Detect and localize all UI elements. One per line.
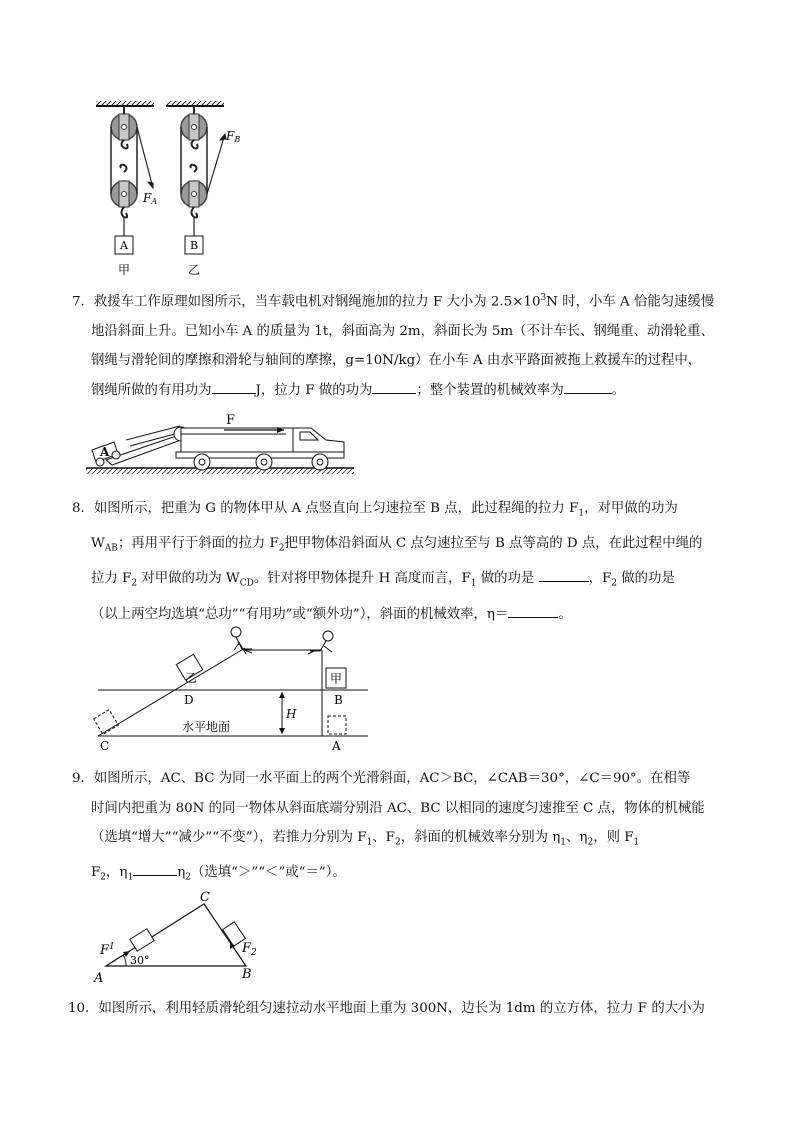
tow-truck-figure	[86, 410, 356, 482]
person-right	[308, 631, 333, 654]
pulley-figure	[90, 92, 250, 282]
q9-line-1: 9．如图所示，AC、BC 为同一水平面上的两个光滑斜面，AC＞BC，∠CAB＝30°，∠C＝90°。在相等	[72, 771, 691, 786]
q8-line-1: 8．如图所示，把重为 G 的物体甲从 A 点竖直向上匀速拉至 B 点，此过程绳的拉力 $F_1$，对甲做的功为	[72, 501, 678, 519]
incline-figure	[90, 620, 380, 755]
answer-blank[interactable]	[564, 378, 612, 394]
box-jia-label: 甲	[330, 672, 343, 686]
q8-line-2: $W_{AB}$；再用平行于斜面的拉力 $F_2$把甲物体沿斜面从 C 点匀速拉至与 B 点等高的 D 点，在此过程中绳的	[91, 536, 703, 554]
ceiling-yi	[166, 101, 224, 106]
q7-line-2: 地沿斜面上升。已知小车 A 的质量为 1t，斜面高为 2m，斜面长为 5m（不计车长、钢绳重、动滑轮重、	[91, 323, 714, 339]
angle-label: 30°	[130, 954, 150, 967]
vertex-a-label: A	[94, 971, 104, 986]
vertex-c-label: C	[200, 890, 210, 905]
question-10	[68, 994, 728, 1024]
q7-line-1: 7．救援车工作原理如图所示，当车载电机对钢绳施加的拉力 F 大小为 $2.5\times 10^3N$ 时，小车 A 恰能匀速缓慢	[72, 293, 715, 310]
point-d-label: D	[184, 693, 194, 707]
ceiling-jia	[96, 101, 154, 106]
vertex-b-label: B	[242, 967, 252, 982]
triangle-figure	[90, 890, 270, 986]
height-label-h: H	[286, 707, 297, 721]
q7-line-3: 钢绳与滑轮间的摩擦和滑轮与轴间的摩擦，g=10N/kg）在小车 A 由水平路面被拖上救援车的过程中，	[91, 353, 702, 369]
force-label-f2: $F_2$	[242, 941, 257, 958]
point-a-label: A	[332, 739, 341, 753]
q10-line-1: 10．如图所示，利用轻质滑轮组匀速拉动水平地面上重为 300N，边长为 1dm 的立方体，拉力 F 的大小为	[68, 1001, 705, 1016]
question-8	[72, 494, 732, 629]
caption-yi: 乙	[187, 263, 201, 277]
car-a-label: A	[100, 445, 110, 459]
box-yi-label: 乙	[185, 671, 198, 685]
q9-line-3: （选填“增大”“减少”“不变”），若推力分别为 $F_1$、$F_2$，斜面的机械效率分别为 $\eta_1$、$\eta_2$，则 $F_1$	[91, 830, 640, 848]
force-label-fb: FB	[226, 129, 241, 144]
answer-blank[interactable]	[508, 602, 558, 618]
answer-blank[interactable]	[133, 860, 177, 876]
ground-label: 水平地面	[182, 720, 231, 734]
question-7	[72, 284, 732, 405]
box-a-label: A	[120, 239, 128, 252]
point-b-label: B	[334, 693, 343, 707]
answer-blank[interactable]	[212, 378, 256, 394]
box-b-label: B	[189, 239, 199, 252]
force-label-f: F	[226, 413, 236, 428]
q7-line-4: 钢绳所做的有用功为 J，拉力 F 做的功为 ；整个装置的机械效率为 。	[72, 376, 732, 406]
person-left	[231, 627, 252, 653]
q9-line-4: $F_2$，$\eta_1$ $\eta_2$（选填“＞”“＜”或“＝”）。	[72, 858, 732, 893]
pulley-system-yi	[181, 106, 226, 254]
force-label-fa: FA	[143, 191, 158, 206]
q8-line-3: 拉力 $F_2$ 对甲做的功为 $W_{CD}$。针对将甲物体提升 H 高度而言，$F_1$ 做的功是 ，$F_2$ 做的功是	[72, 564, 732, 599]
pulley-system-jia	[111, 106, 153, 254]
caption-jia: 甲	[117, 263, 131, 277]
q9-line-2: 时间内把重为 80N 的同一物体从斜面底端分别沿 AC、BC 以相同的速度匀速推至 C 点，物体的机械能	[91, 800, 705, 816]
point-c-label: C	[100, 739, 110, 753]
answer-blank[interactable]	[539, 566, 589, 582]
question-9	[72, 764, 732, 893]
answer-blank[interactable]	[372, 378, 416, 394]
q8-line-4: （以上两空均选填“总功”“有用功”或“额外功”），斜面的机械效率，η＝ 。	[72, 600, 732, 630]
force-label-f1: $F^1$	[100, 942, 115, 958]
